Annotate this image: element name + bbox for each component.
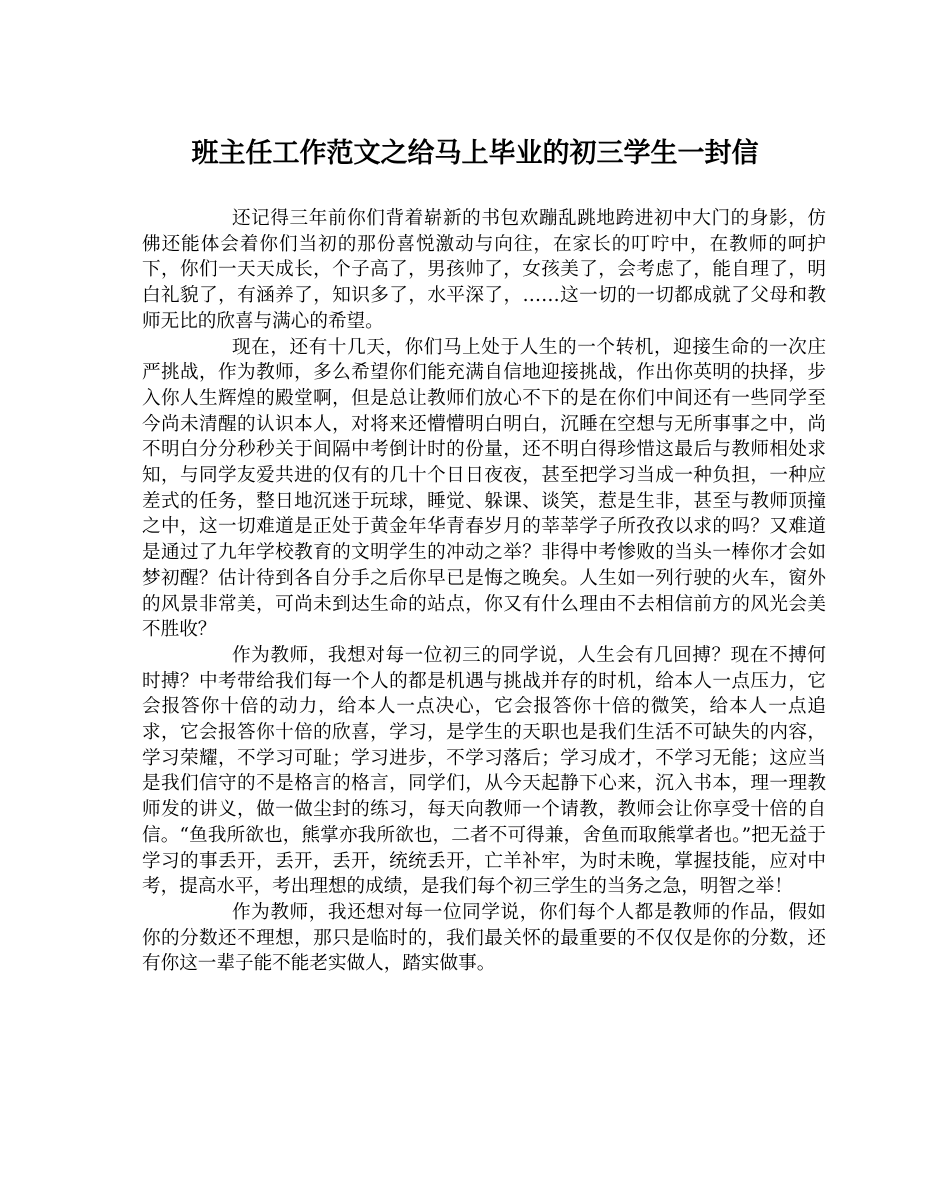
- paragraph: 作为教师，我想对每一位初三的同学说，人生会有几回搏？现在不搏何时搏？中考带给我们每一个人的都是机遇与挑战并存的时机，给本人一点压力，它会报答你十倍的动力，给本人一点决心，它会报答你十倍的微笑，给本人一点追求，它会报答你十倍的欣喜，学习，是学生的天职也是我们生活不可缺失的内容，学习荣耀，不学习可耻；学习进步，不学习落后；学习成才，不学习无能；这应当是我们信守的不是格言的格言，同学们，从今天起静下心来，沉入书本，理一理教师发的讲义，做一做尘封的练习，每天向教师一个请教，教师会让你享受十倍的自信。“鱼我所欲也，熊掌亦我所欲也，二者不可得兼，舍鱼而取熊掌者也。”把无益于学习的事丢开，丢开，丢开，统统丢开，亡羊补牢，为时未晚，掌握技能，应对中考，提高水平，考出理想的成绩，是我们每个初三学生的当务之急，明智之举！: [142, 644, 826, 898]
- paragraph: 作为教师，我还想对每一位同学说，你们每个人都是教师的作品，假如你的分数还不理想，那只是临时的，我们最关怀的最重要的不仅仅是你的分数，还有你这一辈子能不能老实做人，踏实做事。: [142, 901, 826, 975]
- document-body: [142, 206, 826, 977]
- paragraph: 还记得三年前你们背着崭新的书包欢蹦乱跳地跨进初中大门的身影，仿佛还能体会着你们当初的那份喜悦激动与向往，在家长的叮咛中，在教师的呵护下，你们一天天成长，个子高了，男孩帅了，女孩美了，会考虑了，能自理了，明白礼貌了，有涵养了，知识多了，水平深了，……这一切的一切都成就了父母和教师无比的欣喜与满心的希望。: [142, 208, 826, 332]
- document-title: 班主任工作范文之给马上毕业的初三学生一封信: [191, 138, 759, 169]
- paragraph: 现在，还有十几天，你们马上处于人生的一个转机，迎接生命的一次庄严挑战，作为教师，多么希望你们能充满自信地迎接挑战，作出你英明的抉择，步入你人生辉煌的殿堂啊，但是总让教师们放心不下的是在你们中间还有一些同学至今尚未清醒的认识本人，对将来还懵懵明白明白，沉睡在空想与无所事事之中，尚不明白分分秒秒关于间隔中考倒计时的份量，还不明白得珍惜这最后与教师相处求知，与同学友爱共进的仅有的几十个日日夜夜，甚至把学习当成一种负担，一种应差式的任务，整日地沉迷于玩球，睡觉、躲课、谈笑，惹是生非，甚至与教师顶撞之中，这一切难道是正处于黄金年华青春岁月的莘莘学子所孜孜以求的吗？又难道是通过了九年学校教育的文明学生的冲动之举？非得中考惨败的当头一棒你才会如梦初醒？估计待到各自分手之后你早已是悔之晚矣。人生如一列行驶的火车，窗外的风景非常美，可尚未到达生命的站点，你又有什么理由不去相信前方的风光会美不胜收？: [142, 336, 826, 641]
